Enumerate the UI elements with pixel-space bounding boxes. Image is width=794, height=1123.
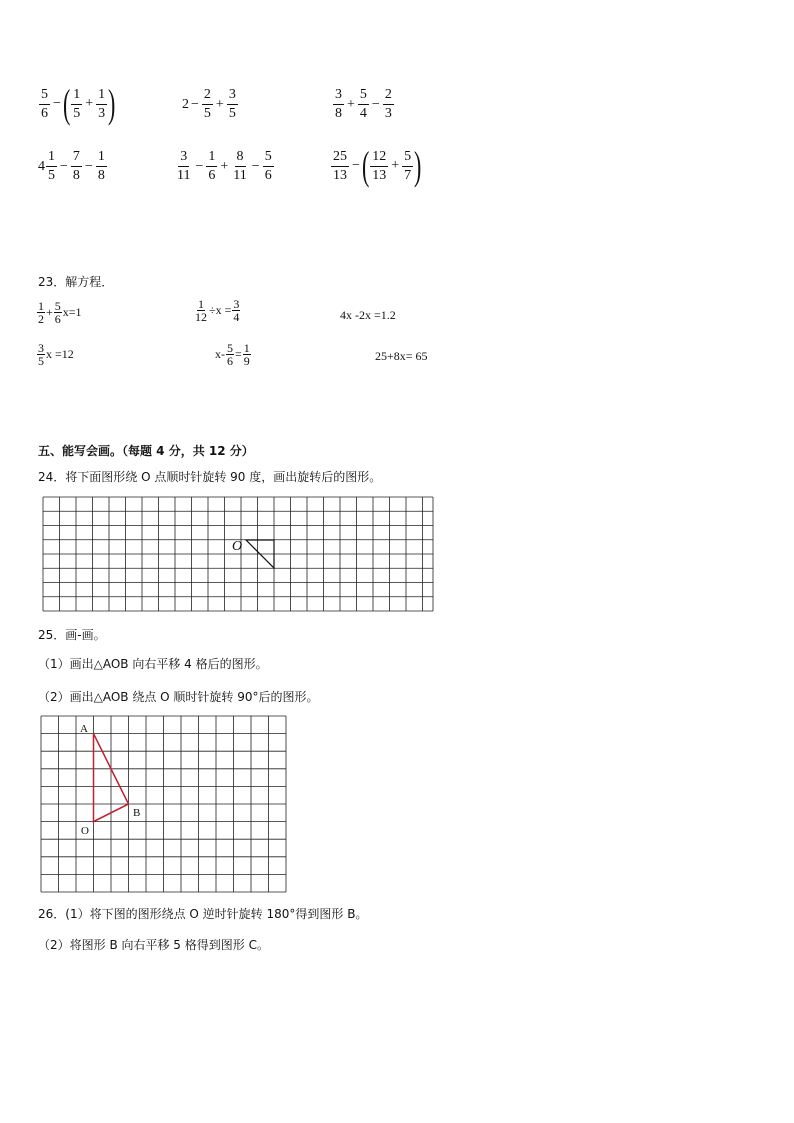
calc-expression-3: $\frac{3}{8}$ + $\frac{5}{4}$ − $\frac{2}{3}$ bbox=[335, 87, 392, 121]
calc-expression-6: $\frac{25}{13}$ − ( $\frac{12}{13}$ + $\frac{5}{7}$ ) bbox=[333, 143, 422, 188]
calc-expression-1: $\frac{5}{6}$ − ( $\frac{1}{5}$ + $\frac{1}{3}$ ) bbox=[41, 81, 116, 126]
q24-label-o: O bbox=[232, 539, 243, 554]
calc-expression-5: $\frac{3}{11}$ − $\frac{1}{6}$ + $\frac{8}{11}$ − $\frac{5}{6}$ bbox=[177, 149, 272, 183]
q25-sub1: （1）画出△AOB 向右平移 4 格后的图形。 bbox=[38, 657, 268, 671]
calc-expression-2: 2 − $\frac{2}{5}$ + $\frac{3}{5}$ bbox=[182, 87, 236, 121]
q25-label-a: A bbox=[80, 723, 88, 735]
q26-sub2: （2）将图形 B 向右平移 5 格得到图形 C。 bbox=[38, 938, 269, 952]
calc-expression-4: 4 $\frac{1}{5}$ − $\frac{7}{8}$ − $\frac{1}{8}$ bbox=[38, 149, 105, 183]
equation-3: 4x -2x =1.2 bbox=[340, 308, 396, 322]
equation-1: $\frac{1}{2}$ + $\frac{5}{6}$ x=1 bbox=[38, 299, 82, 326]
q23-title: 23．解方程． bbox=[38, 275, 114, 289]
q25-label-o: O bbox=[81, 825, 89, 837]
q26-sub1: 26．(1）将下图的图形绕点 O 逆时针旋转 180°得到图形 B。 bbox=[38, 907, 368, 921]
equation-5: x- $\frac{5}{6}$ = $\frac{1}{9}$ bbox=[215, 341, 250, 368]
equation-2: $\frac{1}{12}$ ÷x = $\frac{3}{4}$ bbox=[195, 297, 240, 324]
section-5-title: 五、能写会画。（每题 4 分，共 12 分） bbox=[38, 444, 254, 458]
equation-4: $\frac{3}{5}$ x =12 bbox=[38, 341, 74, 368]
equation-6: 25+8x= 65 bbox=[375, 349, 428, 363]
q25-label-b: B bbox=[133, 807, 141, 819]
q25-sub2: （2）画出△AOB 绕点 O 顺时针旋转 90°后的图形。 bbox=[38, 690, 319, 704]
q25-title: 25．画-画。 bbox=[38, 628, 106, 642]
q24-text: 24．将下面图形绕 O 点顺时针旋转 90 度，画出旋转后的图形。 bbox=[38, 470, 382, 484]
